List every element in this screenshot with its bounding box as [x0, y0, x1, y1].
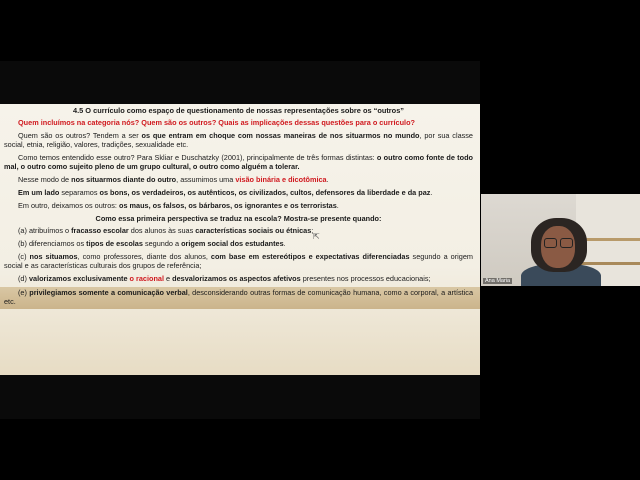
paragraph-one-side: Em um lado separamos os bons, os verdadeiros, os autênticos, os civilizados, cultos, defensores da liberdade e da paz.	[18, 188, 433, 198]
list-item-d: (d) valorizamos exclusivamente o racional e desvalorizamos os aspectos afetivos presentes nos processos educacionais;	[18, 274, 431, 284]
participant-name-label: Ana Maria	[485, 278, 511, 284]
paragraph-binary-view: Nesse modo de nos situarmos diante do outro, assumimos uma visão binária e dicotômica.	[18, 175, 329, 185]
slide-title: 4.5 O currículo como espaço de questionamento de nossas representações sobre os “outros”	[72, 106, 405, 115]
slide-question: Quem incluímos na categoria nós? Quem são os outros? Quais as implicações dessas questões para o currículo?	[18, 118, 415, 128]
glasses-icon	[544, 238, 557, 248]
mouse-cursor-icon: ⇱	[313, 232, 320, 241]
paragraph-who-are-others: Quem são os outros? Tendem a ser os que entram em choque com nossas maneiras de nos situarmos no mundo, por sua classe social, etnia, religião, valores, tradições, sexualidade etc.	[4, 131, 473, 150]
list-item-a: (a) atribuímos o fracasso escolar dos alunos às suas características sociais ou étnicas;	[18, 226, 314, 236]
list-item-b: (b) diferenciamos os tipos de escolas segundo a origem social dos estudantes.	[18, 239, 286, 249]
list-item-c: (c) nos situamos, como professores, diante dos alunos, com base em estereótipos e expectativas diferenciadas segundo a origem social e as características culturais dos grupos de referência;	[4, 252, 473, 271]
paragraph-school-question: Como essa primeira perspectiva se traduz na escola? Mostra-se presente quando:	[95, 213, 382, 223]
shared-slide	[0, 104, 480, 375]
paragraph-three-forms: Como temos entendido esse outro? Para Skliar e Duschatzky (2001), principalmente de três formas distintas: o outro como fonte de todo mal, o outro como sujeito pleno de um grupo cultural, o outro como alguém a tolerar.	[4, 153, 473, 172]
participant-video-tile[interactable]	[481, 194, 640, 286]
paragraph-other-side: Em outro, deixamos os outros: os maus, os falsos, os bárbaros, os ignorantes e os terroristas.	[18, 200, 339, 210]
list-item-e: (e) privilegiamos somente a comunicação verbal, desconsiderando outras formas de comunicação humana, como a corporal, a artística etc.	[0, 287, 480, 309]
